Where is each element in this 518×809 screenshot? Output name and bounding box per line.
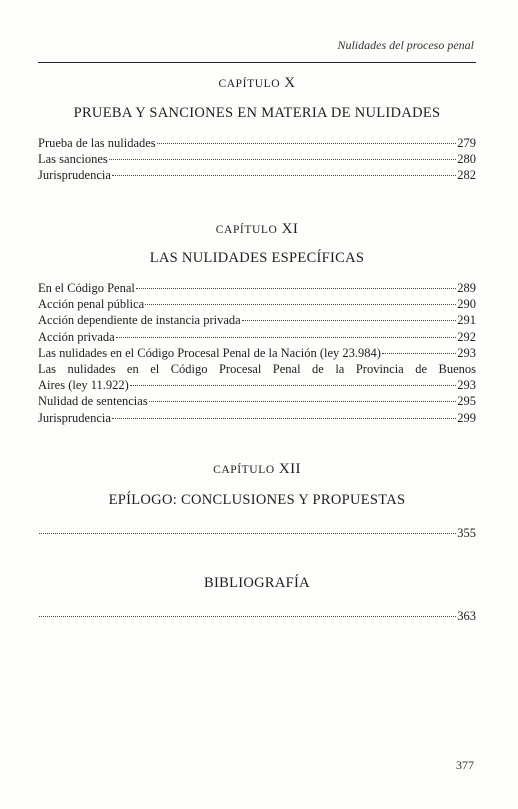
- toc-entry-second-line[interactable]: [38, 377, 476, 393]
- toc-entry[interactable]: [38, 296, 476, 312]
- chapter-word: CAPÍTULO: [213, 464, 275, 476]
- toc-entry-label: En el Código Penal: [38, 281, 135, 295]
- toc-entry[interactable]: [38, 167, 476, 183]
- running-header: Nulidades del proceso penal: [337, 38, 474, 52]
- toc-entry-page: 293: [457, 345, 476, 360]
- chapter-xi-label: [38, 221, 476, 238]
- header-rule: [38, 62, 476, 63]
- toc-entry-label: Prueba de las nulidades: [38, 136, 156, 150]
- toc-entry-page: 282: [457, 168, 476, 183]
- chapter-word: CAPÍTULO: [215, 224, 278, 236]
- toc-entry-page: 355: [457, 526, 476, 540]
- chapter-x-toc: [38, 135, 476, 184]
- chapter-xii-title: EPÍLOGO: CONCLUSIONES Y PROPUESTAS: [108, 492, 406, 508]
- leader-dots: [149, 401, 457, 402]
- chapter-xii-toc: [38, 525, 476, 541]
- leader-dots: [130, 385, 456, 386]
- toc-entry-page: 363: [457, 609, 476, 623]
- toc-entry-page: 293: [457, 378, 476, 393]
- toc-entry[interactable]: [38, 151, 476, 167]
- leader-dots: [112, 175, 456, 176]
- toc-entry-page: 289: [457, 281, 476, 295]
- chapter-numeral: XI: [281, 221, 299, 237]
- toc-entry-label: Las nulidades en el Código Procesal Penal de la Nación (ley 23.984): [38, 345, 381, 360]
- leader-dots: [382, 353, 456, 354]
- toc-entry[interactable]: [38, 280, 476, 296]
- chapter-x-label: [38, 75, 476, 92]
- toc-entry[interactable]: [38, 312, 476, 328]
- leader-dots: [157, 143, 457, 144]
- toc-entry[interactable]: [38, 525, 476, 541]
- page-number: 377: [456, 758, 474, 772]
- toc-entry[interactable]: [38, 393, 476, 409]
- chapter-x-title: PRUEBA Y SANCIONES EN MATERIA DE NULIDADES: [73, 105, 441, 121]
- chapter-numeral: XII: [278, 461, 301, 477]
- leader-dots: [242, 320, 457, 321]
- leader-dots: [112, 418, 456, 419]
- chapter-numeral: X: [284, 75, 296, 91]
- chapter-word: CAPÍTULO: [218, 78, 281, 90]
- toc-entry-label: Las nulidades en el Código Procesal Penal de la Provincia de Buenos: [38, 362, 476, 377]
- bibliography-toc: [38, 608, 476, 624]
- toc-entry-label: Jurisprudencia: [38, 410, 111, 425]
- toc-entry-first-line[interactable]: [38, 361, 476, 377]
- toc-entry-label: Nulidad de sentencias: [38, 394, 148, 409]
- toc-entry-label: Acción dependiente de instancia privada: [38, 313, 241, 328]
- leader-dots: [39, 616, 456, 617]
- leader-dots: [109, 159, 456, 160]
- toc-entry-page: 292: [457, 329, 476, 344]
- toc-entry-label: Acción penal pública: [38, 297, 145, 312]
- toc-entry-page: 290: [457, 297, 476, 312]
- toc-entry-page: 279: [457, 136, 476, 150]
- toc-entry-label: Acción privada: [38, 329, 115, 344]
- toc-entry-page: 295: [457, 394, 476, 409]
- toc-entry-page: 291: [457, 313, 476, 328]
- toc-entry-label: Aires (ley 11.922): [38, 378, 129, 393]
- chapter-xi-title: LAS NULIDADES ESPECÍFICAS: [149, 250, 365, 266]
- toc-entry[interactable]: [38, 329, 476, 345]
- bibliography-title: BIBLIOGRAFÍA: [204, 575, 310, 591]
- leader-dots: [136, 288, 456, 289]
- chapter-xii-label: [38, 461, 476, 478]
- toc-entry[interactable]: [38, 345, 476, 361]
- chapter-xi-toc: [38, 280, 476, 426]
- toc-entry-label: Jurisprudencia: [38, 168, 111, 183]
- toc-entry[interactable]: [38, 410, 476, 426]
- toc-entry-page: 299: [457, 410, 476, 425]
- leader-dots: [39, 533, 456, 534]
- leader-dots: [145, 304, 456, 305]
- leader-dots: [116, 337, 457, 338]
- toc-entry-page: 280: [457, 152, 476, 167]
- toc-entry-label: Las sanciones: [38, 152, 108, 167]
- toc-entry[interactable]: [38, 608, 476, 624]
- toc-entry[interactable]: [38, 135, 476, 151]
